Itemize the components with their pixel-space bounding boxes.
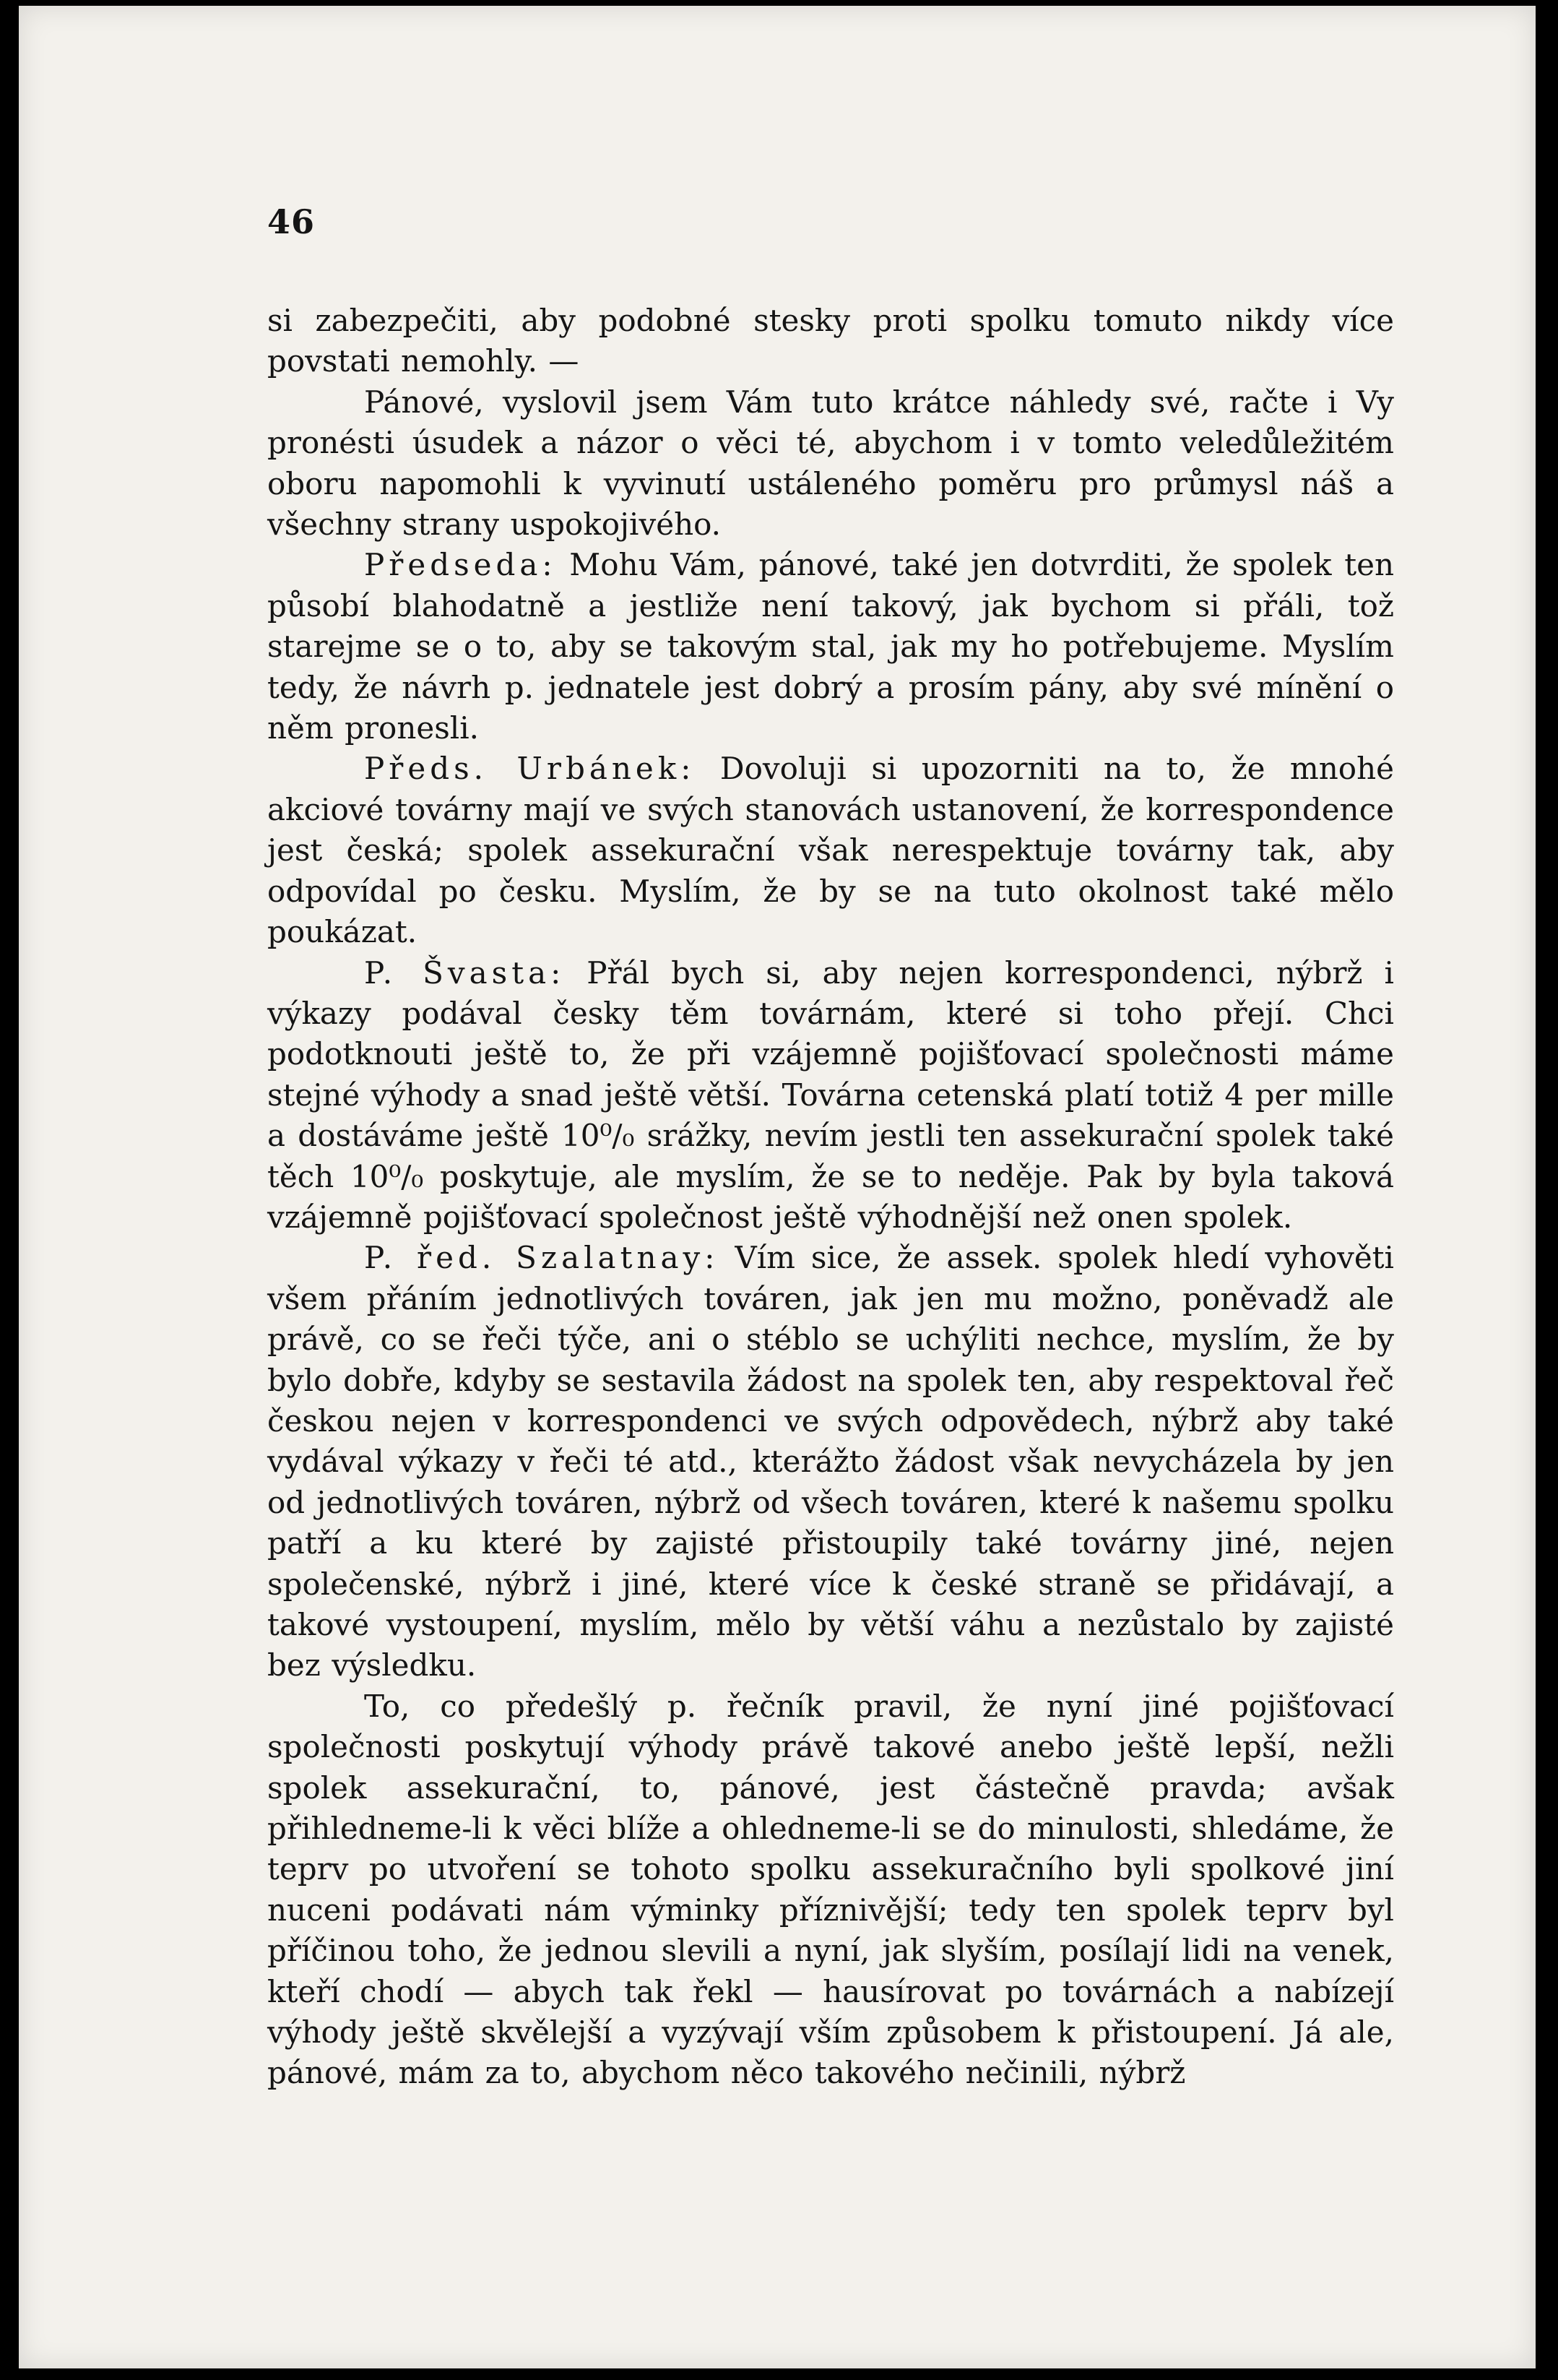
paragraph bbox=[267, 749, 1394, 952]
body-text bbox=[267, 301, 1394, 2094]
paragraph bbox=[267, 1238, 1394, 1686]
speaker-name: Předseda: bbox=[364, 547, 557, 583]
paragraph-text: Přál bych si, aby nejen korrespondenci, nýbrž i výkazy podával česky těm továrnám, které si toho přejí. Chci podotknouti ještě to, že při vzájemně pojišťovací společnosti máme stejné výhody a snad ještě větší. Továrna cetenská platí totiž 4 per mille a dostáváme ještě 10⁰/₀ srážky, nevím jestli ten assekurační spolek také těch 10⁰/₀ poskytuje, ale myslím, že se to neděje. Pak by byla taková vzájemně pojišťovací společnost ještě výhodnější než onen spolek. bbox=[267, 954, 1394, 1235]
paragraph-text: Dovoluji si upozorniti na to, že mnohé akciové továrny mají ve svých stanovách ustanovení, že korrespondence jest česká; spolek assekurační však nerespektuje továrny tak, aby odpovídal po česku. Myslím, že by se na tuto okolnost také mělo poukázat. bbox=[267, 751, 1394, 950]
document-page bbox=[19, 6, 1536, 2368]
paragraph-text: To, co předešlý p. řečník pravil, že nyní jiné pojišťovací společnosti poskytují výhody právě takové anebo ještě lepší, nežli spolek assekurační, to, pánové, jest částečně pravda; avšak přihledneme-li k věci blíže a ohledneme-li se do minulosti, shledáme, že teprv po utvoření se tohoto spolku assekuračního byli spolkové jiní nuceni podávati nám výminky příznivější; tedy ten spolek teprv byl příčinou toho, že jednou slevili a nyní, jak slyším, posílají lidi na venek, kteří chodí — abych tak řekl — hausírovat po továrnách a nabízejí výhody ještě skvělejší a vyzývají vším způsobem k přistoupení. Já ale, pánové, mám za to, abychom něco takového nečinili, nýbrž bbox=[267, 1688, 1394, 2091]
paragraph bbox=[267, 301, 1394, 382]
speaker-name: P. řed. Szalatnay: bbox=[364, 1240, 719, 1276]
page-number: 46 bbox=[267, 202, 316, 241]
paragraph bbox=[267, 382, 1394, 546]
paragraph-text: Vím sice, že assek. spolek hledí vyhověti všem přáním jednotlivých továren, jak jen mu možno, poněvadž ale právě, co se řeči týče, ani o stéblo se uchýliti nechce, myslím, že by bylo dobře, kdyby se sestavila žádost na spolek ten, aby respektoval řeč českou nejen v korrespondenci ve svých odpovědech, nýbrž aby také vydával výkazy v řeči té atd., kterážto žádost však nevycházela by jen od jednotlivých továren, nýbrž od všech továren, které k našemu spolku patří a ku které by zajisté přistoupily také továrny jiné, nejen společenské, nýbrž i jiné, které více k české straně se přidávají, a takové vystoupení, myslím, mělo by větší váhu a nezůstalo by zajisté bez výsledku. bbox=[267, 1240, 1394, 1683]
paragraph-text: Pánové, vyslovil jsem Vám tuto krátce náhledy své, račte i Vy pronésti úsudek a názor o věci té, abychom i v tomto veledůležitém oboru napomohli k vyvinutí ustáleného poměru pro průmysl náš a všechny strany uspokojivého. bbox=[267, 384, 1394, 543]
paragraph-text: si zabezpečiti, aby podobné stesky proti spolku tomuto nikdy více povstati nemohly. — bbox=[267, 303, 1394, 379]
paragraph-text: Mohu Vám, pánové, také jen dotvrditi, že spolek ten působí blahodatně a jestliže není takový, jak bychom si přáli, tož starejme se o to, aby se takovým stal, jak my ho potřebujeme. Myslím tedy, že návrh p. jednatele jest dobrý a prosím pány, aby své mínění o něm pronesli. bbox=[267, 547, 1394, 746]
speaker-name: Předs. Urbánek: bbox=[364, 751, 696, 787]
paragraph bbox=[267, 953, 1394, 1238]
paragraph bbox=[267, 545, 1394, 749]
paragraph bbox=[267, 1686, 1394, 2094]
speaker-name: P. Švasta: bbox=[364, 954, 566, 991]
